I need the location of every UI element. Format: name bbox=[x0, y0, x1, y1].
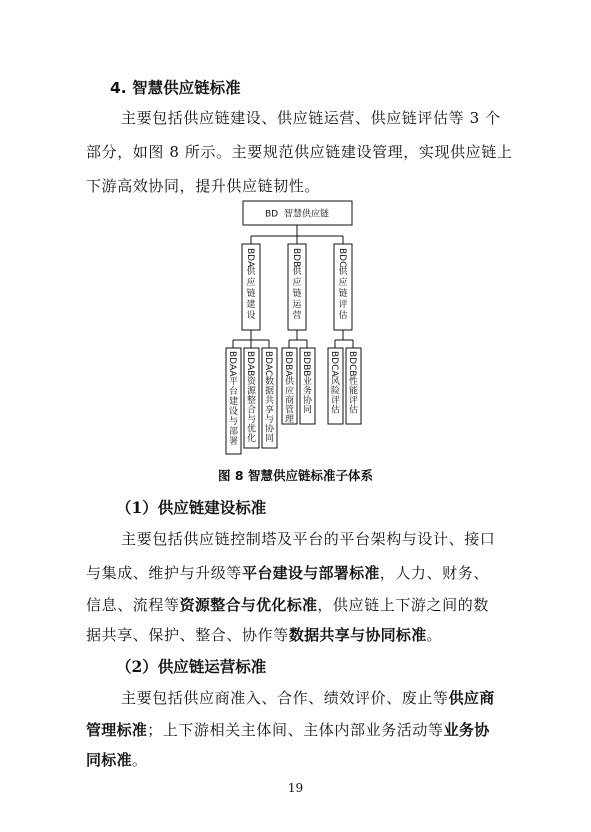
bdab-code: BDAB bbox=[245, 351, 255, 377]
sub2-line-3 bbox=[86, 749, 148, 770]
sub1-line-4 bbox=[86, 624, 442, 645]
sub1-line-2-text: 与集成、维护与升级等 bbox=[86, 564, 243, 582]
bdcb-code: BDCB bbox=[347, 351, 357, 377]
bdab-label: 资源整合与优化 bbox=[246, 377, 257, 444]
node-bdba bbox=[282, 348, 297, 425]
bda-label: 供应链建设 bbox=[246, 267, 256, 321]
sub2-line-1-text: 主要包括供应商准入、合作、绩效评价、废止等 bbox=[121, 689, 449, 707]
node-bdab bbox=[244, 348, 259, 448]
page-number: 19 bbox=[287, 781, 304, 795]
node-bdcb bbox=[346, 348, 361, 424]
node-bdc bbox=[334, 244, 352, 330]
sub1-line-2 bbox=[86, 562, 489, 583]
sub1-line-2-tail: ，人力、财务、 bbox=[379, 564, 489, 582]
sub2-line-2 bbox=[86, 719, 490, 740]
subsection-1-title: （1）供应链建设标准 bbox=[116, 498, 267, 517]
node-bda bbox=[242, 244, 260, 330]
bdba-label: 供应商管理 bbox=[284, 377, 295, 425]
sub1-line-4-tail: 。 bbox=[426, 626, 443, 644]
sub1-line-3-text: 信息、流程等 bbox=[86, 596, 180, 614]
bdca-code: BDCA bbox=[329, 351, 339, 377]
node-bdbb bbox=[300, 348, 315, 424]
sub1-line-3 bbox=[86, 594, 489, 615]
term-resource-standard: 资源整合与优化标准 bbox=[179, 596, 318, 614]
bdaa-code: BDAA bbox=[227, 351, 237, 377]
term-business-standard-part2: 同标准 bbox=[86, 751, 132, 769]
sub2-line-3-tail: 。 bbox=[131, 751, 148, 769]
node-bdaa bbox=[226, 348, 241, 454]
sub2-line-2-text: ；上下游相关主体间、主体内部业务活动等 bbox=[147, 721, 444, 739]
term-supplier-standard-part1: 供应商 bbox=[448, 689, 495, 707]
intro-line-3: 下游高效协同，提升供应链韧性。 bbox=[86, 177, 321, 195]
term-platform-standard: 平台建设与部署标准 bbox=[242, 564, 380, 582]
intro-line-2: 部分，如图 8 所示。主要规范供应链建设管理，实现供应链上 bbox=[86, 143, 513, 161]
subsection-2-title: （2）供应链运营标准 bbox=[116, 657, 267, 676]
bda-code: BDA bbox=[245, 248, 255, 268]
root-code: BD bbox=[265, 209, 279, 220]
section-title: 4. 智慧供应链标准 bbox=[110, 79, 241, 97]
bdc-code: BDC bbox=[337, 248, 347, 268]
bdac-code: BDAC bbox=[263, 351, 273, 377]
sub1-line-3-tail: ，供应链上下游之间的数 bbox=[317, 596, 489, 614]
bdba-code: BDBA bbox=[283, 351, 293, 377]
term-supplier-standard-part2: 管理标准 bbox=[86, 721, 148, 739]
root-text: 智慧供应链 bbox=[283, 209, 329, 220]
root-label bbox=[265, 208, 329, 220]
bdac-label: 数据共享与协同 bbox=[264, 377, 275, 444]
sub1-line-1: 主要包括供应链控制塔及平台的平台架构与设计、接口 bbox=[121, 530, 496, 548]
term-data-standard: 数据共享与协同标准 bbox=[288, 626, 427, 644]
bdcb-label: 性能评估 bbox=[348, 377, 359, 416]
node-bdca bbox=[328, 348, 343, 424]
bdb-code: BDB bbox=[291, 248, 301, 268]
node-bdb bbox=[288, 244, 306, 330]
term-business-standard-part1: 业务协 bbox=[443, 721, 490, 739]
bdc-label: 供应链评估 bbox=[338, 267, 348, 321]
intro-line-1: 主要包括供应链建设、供应链运营、供应链评估等 3 个 bbox=[121, 109, 501, 127]
sub2-line-1 bbox=[121, 687, 495, 708]
figure-caption: 图 8 智慧供应链标准子体系 bbox=[218, 468, 373, 483]
bdca-label: 风险评估 bbox=[330, 377, 341, 416]
bdbb-code: BDBB bbox=[301, 351, 311, 377]
sub1-line-4-text: 据共享、保护、整合、协作等 bbox=[86, 626, 289, 644]
bdaa-label: 平台建设与部署 bbox=[228, 377, 239, 447]
bdbb-label: 业务协同 bbox=[302, 377, 313, 416]
node-bdac bbox=[262, 348, 277, 448]
bdb-label: 供应链运营 bbox=[292, 267, 302, 321]
